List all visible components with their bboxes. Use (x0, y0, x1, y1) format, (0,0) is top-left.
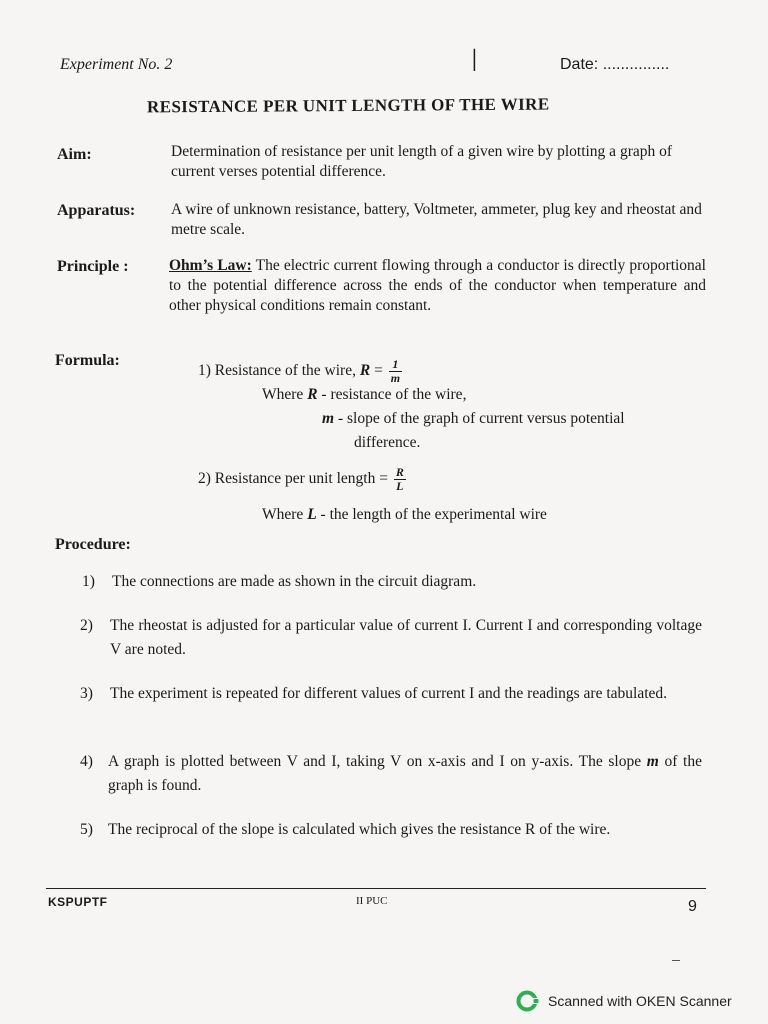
formula-2 (198, 466, 406, 493)
footer-class: II PUC (356, 895, 388, 907)
aim-label: Aim: (57, 146, 92, 163)
slope-var: m (322, 410, 335, 427)
formula-2-fraction (394, 466, 406, 493)
page-number: 9 (688, 898, 697, 915)
formula-1-where-m-cont: difference. (354, 434, 421, 451)
procedure-step-number: 5) (80, 821, 93, 838)
formula-1 (198, 358, 402, 385)
fraction-denominator: m (390, 371, 401, 385)
oken-scanner-logo-icon (516, 990, 540, 1012)
apparatus-label: Apparatus: (57, 202, 136, 219)
procedure-step-text: The rheostat is adjusted for a particular value of current I. Current I and corresponding voltage V are noted. (110, 617, 702, 658)
procedure-step-number: 4) (80, 753, 93, 770)
step-text-b: of the graph is found. (108, 753, 702, 794)
handwritten-roman-mark: I (470, 44, 481, 79)
scanner-watermark-text: Scanned with OKEN Scanner (548, 993, 732, 1009)
principle-label: Principle : (57, 258, 129, 275)
formula-2-text: 2) Resistance per unit length = (198, 470, 392, 488)
formula-label: Formula: (55, 352, 120, 369)
page-title: RESISTANCE PER UNIT LENGTH OF THE WIRE (146, 94, 550, 117)
formula-1-text: 1) Resistance of the wire, (198, 362, 360, 380)
step-text-a: A graph is plotted between V and I, taking V on x-axis and I on y-axis. The slope (108, 753, 647, 770)
formula-1-fraction (389, 358, 402, 385)
slope-var: m (646, 753, 659, 770)
footer-divider (46, 888, 706, 889)
procedure-step-text (108, 750, 702, 798)
where-text: Where (262, 386, 308, 403)
procedure-label: Procedure: (55, 536, 131, 553)
formula-1-equals: = (370, 362, 387, 380)
procedure-step-text: The experiment is repeated for different values of current I and the readings are tabulated. (110, 685, 668, 702)
principle-body: The electric current flowing through a conductor is directly proportional to the potential difference across the ends of the conductor when temperature and other physical conditions remain constant. (169, 257, 706, 314)
fraction-denominator: L (396, 479, 404, 493)
formula-1-where-r (262, 386, 466, 404)
scan-artifact-mark (672, 960, 680, 961)
fraction-numerator: 1 (389, 358, 402, 372)
footer-publisher: KSPUPTF (48, 895, 108, 909)
procedure-step-text: The connections are made as shown in the circuit diagram. (112, 573, 477, 590)
formula-1-where-m (322, 410, 625, 428)
date-field: Date: ............... (560, 56, 670, 73)
procedure-step-number: 3) (80, 685, 93, 702)
where-text: Where (262, 506, 308, 523)
experiment-number: Experiment No. 2 (60, 56, 173, 73)
procedure-step-text: The reciprocal of the slope is calculated which gives the resistance R of the wire. (108, 821, 611, 838)
formula-1-var: R (359, 362, 371, 380)
aim-text: Determination of resistance per unit length of a given wire by plotting a graph of current verses potential difference. (171, 143, 673, 180)
where-var: L (307, 506, 317, 523)
formula-2-where-l (262, 506, 547, 524)
where-var: R (307, 386, 318, 403)
procedure-step-number: 2) (80, 617, 93, 634)
apparatus-text: A wire of unknown resistance, battery, Voltmeter, ammeter, plug key and rheostat and metre scale. (171, 201, 702, 238)
scanner-watermark (516, 990, 732, 1012)
procedure-step-number: 1) (82, 573, 95, 590)
where-desc: - resistance of the wire, (317, 386, 467, 403)
slope-desc: - slope of the graph of current versus potential (334, 410, 625, 427)
fraction-numerator: R (395, 465, 404, 479)
ohms-law-heading: Ohm’s Law: (169, 257, 252, 274)
principle-text (169, 256, 706, 316)
where-desc: - the length of the experimental wire (316, 506, 547, 523)
